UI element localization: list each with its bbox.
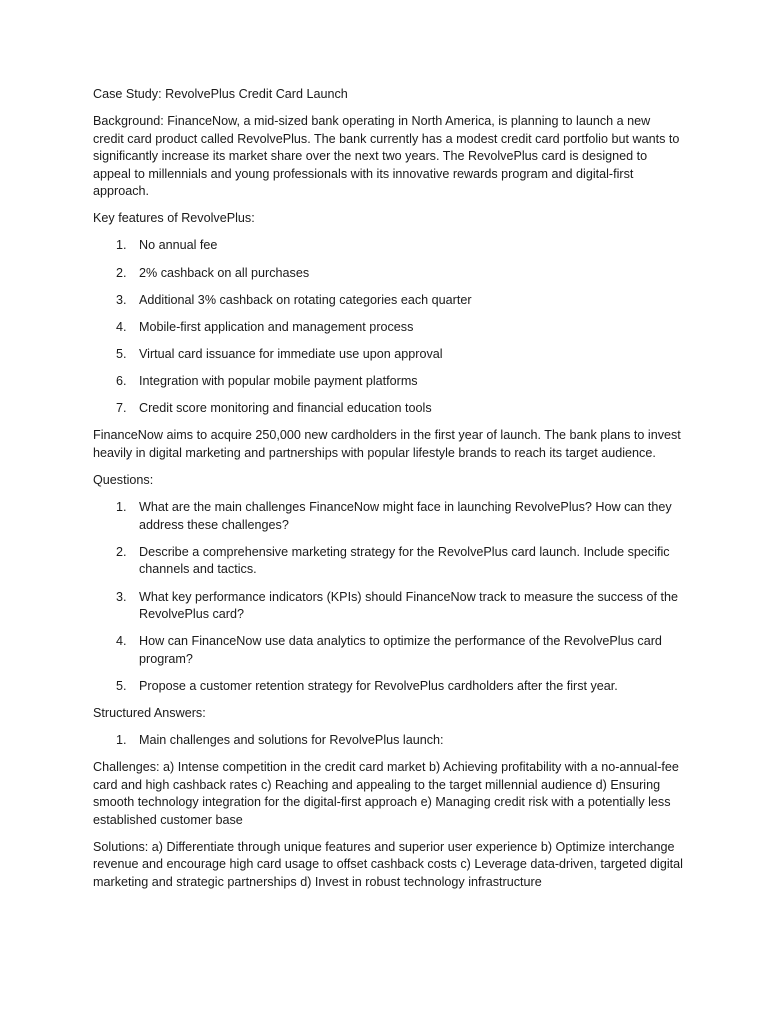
- questions-heading: Questions:: [93, 473, 154, 488]
- answer-item: [93, 732, 683, 750]
- questions-list: [93, 499, 683, 696]
- question-number: 4.: [116, 634, 127, 649]
- question-item: [93, 633, 683, 668]
- feature-number: 4.: [116, 319, 127, 334]
- question-item: [93, 678, 683, 696]
- features-heading: Key features of RevolvePlus:: [93, 211, 255, 226]
- document-title: Case Study: RevolvePlus Credit Card Launch: [93, 87, 348, 101]
- question-item: [93, 499, 683, 534]
- feature-item: [93, 265, 683, 283]
- feature-text: Integration with popular mobile payment platforms: [139, 374, 418, 389]
- question-number: 1.: [116, 500, 127, 514]
- feature-item: [93, 373, 683, 391]
- question-item: [93, 544, 683, 579]
- features-list: [93, 237, 683, 418]
- answers-list: [93, 732, 683, 750]
- answer-number: 1.: [116, 733, 127, 748]
- question-text: What key performance indicators (KPIs) should FinanceNow track to measure the success of the RevolvePlus card?: [139, 589, 678, 622]
- feature-text: Mobile-first application and management process: [139, 319, 414, 334]
- feature-item: [93, 292, 683, 310]
- question-number: 3.: [116, 589, 127, 604]
- feature-text: 2% cashback on all purchases: [139, 265, 310, 280]
- feature-item: [93, 400, 683, 418]
- question-text: Describe a comprehensive marketing strategy for the RevolvePlus card launch. Include specific channels and tactics.: [139, 544, 670, 577]
- document-page: [93, 86, 683, 901]
- feature-item: [93, 237, 683, 255]
- question-number: 2.: [116, 544, 127, 559]
- feature-number: 7.: [116, 401, 127, 416]
- question-text: Propose a customer retention strategy for RevolvePlus cardholders after the first year.: [139, 679, 618, 694]
- feature-item: [93, 319, 683, 337]
- answer-text: Main challenges and solutions for RevolvePlus launch:: [139, 733, 444, 748]
- feature-text: Virtual card issuance for immediate use upon approval: [139, 347, 443, 362]
- challenges-paragraph: Challenges: a) Intense competition in the credit card market b) Achieving profitability with a no-annual-fee card and high cashback rates c) Reaching and appealing to the target millennial audience d) Ensuring smooth technology integration for the digital-first approach e) Managing credit risk with a potentially less established customer base: [93, 760, 679, 827]
- feature-item: [93, 346, 683, 364]
- feature-number: 6.: [116, 374, 127, 389]
- feature-number: 1.: [116, 238, 127, 253]
- background-paragraph: Background: FinanceNow, a mid-sized bank operating in North America, is planning to launch a new credit card product called RevolvePlus. The bank currently has a modest credit card portfolio but wants to significantly increase its market share over the next two years. The RevolvePlus card is designed to appeal to millennials and young professionals with its innovative rewards program and digital-first approach.: [93, 113, 680, 199]
- feature-number: 3.: [116, 292, 127, 307]
- feature-text: No annual fee: [139, 238, 218, 253]
- feature-text: Additional 3% cashback on rotating categories each quarter: [139, 292, 472, 307]
- question-number: 5.: [116, 679, 127, 694]
- feature-text: Credit score monitoring and financial education tools: [139, 401, 432, 416]
- question-text: How can FinanceNow use data analytics to optimize the performance of the RevolvePlus card program?: [139, 634, 662, 666]
- question-item: [93, 589, 683, 624]
- answers-heading: Structured Answers:: [93, 706, 206, 721]
- feature-number: 2.: [116, 265, 127, 280]
- question-text: What are the main challenges FinanceNow might face in launching RevolvePlus? How can they address these challenges?: [139, 500, 672, 532]
- solutions-paragraph: Solutions: a) Differentiate through unique features and superior user experience b) Optimize interchange revenue and encourage high card usage to offset cashback costs c) Leverage data-driven, targeted digital marketing and strategic partnerships d) Invest in robust technology infrastructure: [93, 839, 683, 890]
- goal-paragraph: FinanceNow aims to acquire 250,000 new cardholders in the first year of launch. The bank plans to invest heavily in digital marketing and partnerships with popular lifestyle brands to reach its target audience.: [93, 428, 681, 461]
- feature-number: 5.: [116, 347, 127, 362]
